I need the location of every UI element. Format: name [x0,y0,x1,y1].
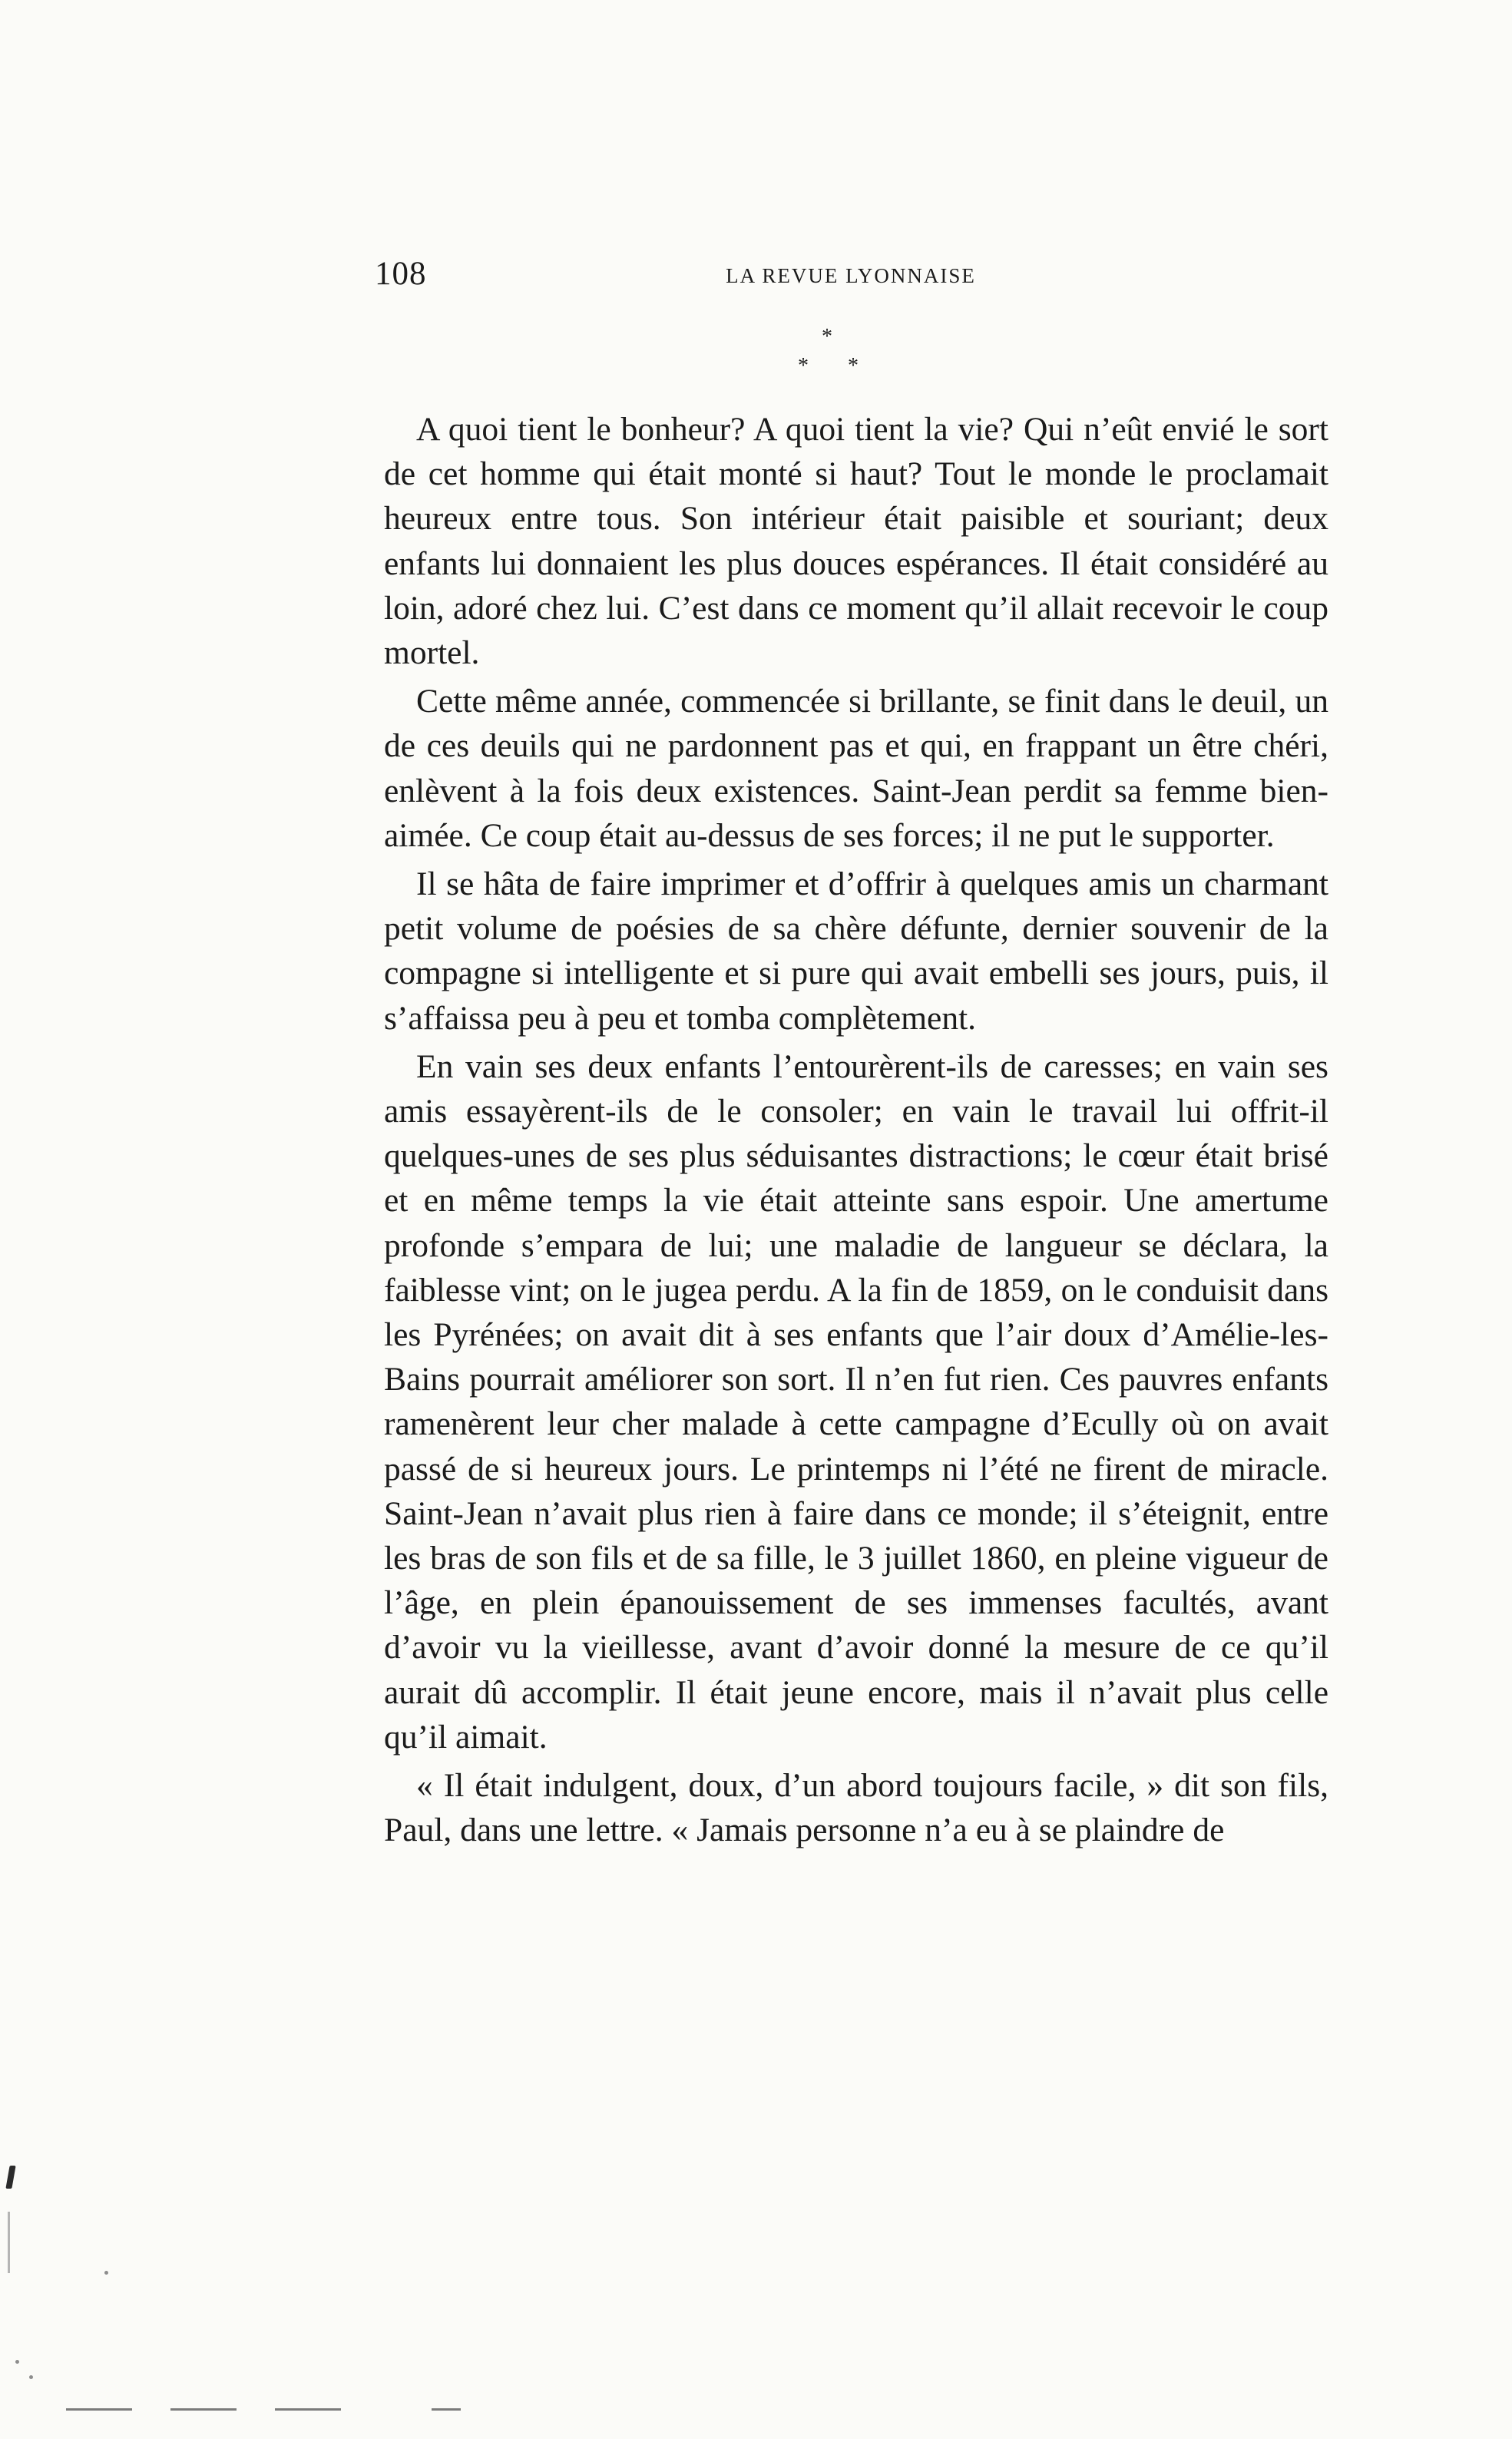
ornament-star-right: * [848,354,859,378]
ornament-star-left: * [798,354,809,378]
scan-dot [29,2375,33,2379]
scan-mark-left [5,2166,15,2189]
page-number: 108 [375,256,427,292]
scan-dash [170,2408,237,2411]
running-header [375,255,1327,301]
running-title: LA REVUE LYONNAISE [726,264,976,287]
scan-dot [104,2271,108,2275]
scan-dash [66,2408,132,2411]
article-body [384,407,1328,1853]
scan-bottom-dashes [66,2408,465,2411]
scan-dash [275,2408,341,2411]
paragraph-2: Cette même année, commencée si brillante, se finit dans le deuil, un de ces deuils qui ne pardonnent pas et qui, en frappant un être chéri, enlèvent à la fois deux existences. Saint-Jean perdit sa femme bien-aimée. Ce coup était au-dessus de ses forces; il ne put le supporter. [384,683,1328,854]
scan-dash [432,2408,461,2411]
paragraph-3: Il se hâta de faire imprimer et d’offrir à quelques amis un charmant petit volume de poésies de sa chère défunte, dernier souvenir de la compagne si intelligente et si pure qui avait embelli ses jours, puis, il s’affaissa peu à peu et tomba complètement. [384,865,1328,1037]
paragraph-5: « Il était indulgent, doux, d’un abord toujours facile, » dit son fils, Paul, dans une lettre. « Jamais personne n’a eu à se plaindre de [384,1767,1328,1849]
paragraph-1: A quoi tient le bonheur? A quoi tient la vie? Qui n’eût envié le sort de cet homme qui était monté si haut? Tout le monde le proclamait heureux entre tous. Son intérieur était paisible et souriant; deux enfants lui donnaient les plus douces espérances. Il était considéré au loin, adoré chez lui. C’est dans ce moment qu’il allait recevoir le coup mortel. [384,411,1328,672]
scan-dot [15,2360,19,2364]
paragraph-4: En vain ses deux enfants l’entourèrent-ils de caresses; en vain ses amis essayèrent-ils de le consoler; en vain le travail lui offrit-il quelques-unes de ses plus séduisantes distractions; le cœur était brisé et en même temps la vie était atteinte sans espoir. Une amertume profonde s’empara de lui; une maladie de langueur se déclara, la faiblesse vint; on le jugea perdu. A la fin de 1859, on le conduisit dans les Pyrénées; on avait dit à ses enfants que l’air doux d’Amélie-les-Bains pourrait améliorer son sort. Il n’en fut rien. Ces pauvres enfants ramenèrent leur cher malade à cette campagne d’Ecully où on avait passé de si heureux jours. Le printemps ni l’été ne firent de miracle. Saint-Jean n’avait plus rien à faire dans ce monde; il s’éteignit, entre les bras de son fils et de sa fille, le 3 juillet 1860, en pleine vigueur de l’âge, en plein épanouissement de ses immenses facultés, avant d’avoir vu la vieillesse, avant d’avoir donné la mesure de ce qu’il aurait dû accomplir. Il était jeune encore, mais il n’avait plus celle qu’il aimait. [384,1047,1328,1756]
section-break-asterism [792,326,877,388]
ornament-star-top: * [822,325,832,349]
scan-edge-line [8,2212,10,2273]
